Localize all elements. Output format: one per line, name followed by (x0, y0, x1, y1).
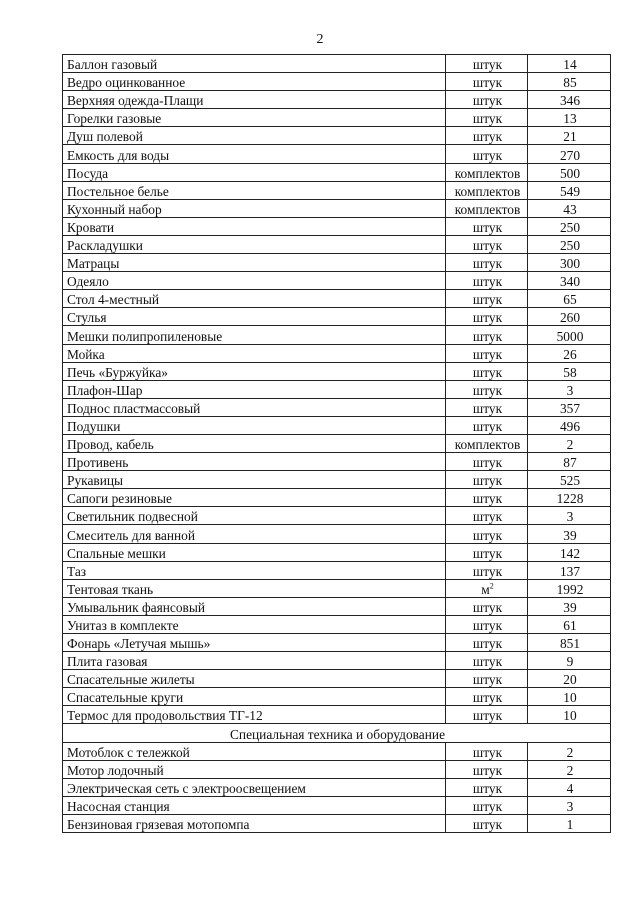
unit-cell: штук (446, 453, 528, 471)
unit-cell: штук (446, 561, 528, 579)
item-name-cell: Фонарь «Летучая мышь» (63, 634, 446, 652)
quantity-cell: 85 (528, 73, 611, 91)
item-name-cell: Поднос пластмассовый (63, 398, 446, 416)
unit-cell: штук (446, 308, 528, 326)
unit-cell: штук (446, 489, 528, 507)
table-row (63, 91, 611, 109)
quantity-cell: 26 (528, 344, 611, 362)
unit-cell: штук (446, 254, 528, 272)
unit-cell: штук (446, 742, 528, 760)
unit-cell: штук (446, 543, 528, 561)
item-name-cell: Мотор лодочный (63, 760, 446, 778)
unit-cell: штук (446, 670, 528, 688)
item-name-cell: Постельное белье (63, 181, 446, 199)
item-name-cell: Кровати (63, 217, 446, 235)
table-row (63, 254, 611, 272)
quantity-cell: 61 (528, 615, 611, 633)
table-row (63, 778, 611, 796)
table-row (63, 217, 611, 235)
unit-cell: штук (446, 326, 528, 344)
unit-cell: штук (446, 760, 528, 778)
table-row (63, 543, 611, 561)
section-title: Специальная техника и оборудование (63, 724, 611, 742)
unit-cell: штук (446, 814, 528, 832)
unit-cell: комплектов (446, 199, 528, 217)
item-name-cell: Спасательные жилеты (63, 670, 446, 688)
item-name-cell: Посуда (63, 163, 446, 181)
unit-exponent: 2 (489, 581, 494, 591)
table-row (63, 688, 611, 706)
unit-cell: штук (446, 73, 528, 91)
item-name-cell: Светильник подвесной (63, 507, 446, 525)
quantity-cell: 500 (528, 163, 611, 181)
item-name-cell: Горелки газовые (63, 109, 446, 127)
table-row (63, 272, 611, 290)
unit-cell: штук (446, 127, 528, 145)
inventory-table-body (63, 55, 611, 833)
item-name-cell: Ведро оцинкованное (63, 73, 446, 91)
quantity-cell: 20 (528, 670, 611, 688)
unit-cell: штук (446, 688, 528, 706)
quantity-cell: 39 (528, 525, 611, 543)
unit-cell: штук (446, 290, 528, 308)
table-row (63, 181, 611, 199)
table-row (63, 471, 611, 489)
item-name-cell: Плафон-Шар (63, 380, 446, 398)
table-row (63, 362, 611, 380)
unit-cell: штук (446, 109, 528, 127)
item-name-cell: Умывальник фаянсовый (63, 597, 446, 615)
section-header-row (63, 724, 611, 742)
item-name-cell: Подушки (63, 416, 446, 434)
quantity-cell: 357 (528, 398, 611, 416)
item-name-cell: Стулья (63, 308, 446, 326)
item-name-cell: Плита газовая (63, 652, 446, 670)
table-row (63, 579, 611, 597)
unit-cell: штук (446, 597, 528, 615)
table-row (63, 742, 611, 760)
quantity-cell: 346 (528, 91, 611, 109)
quantity-cell: 13 (528, 109, 611, 127)
item-name-cell: Сапоги резиновые (63, 489, 446, 507)
unit-cell: штук (446, 344, 528, 362)
item-name-cell: Таз (63, 561, 446, 579)
table-row (63, 760, 611, 778)
unit-cell: штук (446, 471, 528, 489)
unit-cell: штук (446, 235, 528, 253)
quantity-cell: 43 (528, 199, 611, 217)
unit-cell: штук (446, 91, 528, 109)
table-row (63, 652, 611, 670)
quantity-cell: 1 (528, 814, 611, 832)
table-row (63, 615, 611, 633)
table-row (63, 706, 611, 724)
quantity-cell: 549 (528, 181, 611, 199)
table-row (63, 434, 611, 452)
quantity-cell: 65 (528, 290, 611, 308)
unit-cell: штук (446, 615, 528, 633)
item-name-cell: Термос для продовольствия ТГ-12 (63, 706, 446, 724)
unit-cell: штук (446, 507, 528, 525)
quantity-cell: 10 (528, 706, 611, 724)
item-name-cell: Спальные мешки (63, 543, 446, 561)
table-row (63, 326, 611, 344)
table-row (63, 55, 611, 73)
quantity-cell: 87 (528, 453, 611, 471)
item-name-cell: Противень (63, 453, 446, 471)
unit-cell: штук (446, 706, 528, 724)
item-name-cell: Мойка (63, 344, 446, 362)
quantity-cell: 1228 (528, 489, 611, 507)
quantity-cell: 39 (528, 597, 611, 615)
unit-cell: штук (446, 652, 528, 670)
quantity-cell: 1992 (528, 579, 611, 597)
table-row (63, 453, 611, 471)
item-name-cell: Стол 4-местный (63, 290, 446, 308)
item-name-cell: Тентовая ткань (63, 579, 446, 597)
item-name-cell: Электрическая сеть с электроосвещением (63, 778, 446, 796)
quantity-cell: 137 (528, 561, 611, 579)
item-name-cell: Раскладушки (63, 235, 446, 253)
quantity-cell: 2 (528, 742, 611, 760)
unit-cell: штук (446, 778, 528, 796)
item-name-cell: Насосная станция (63, 796, 446, 814)
table-row (63, 109, 611, 127)
table-row (63, 597, 611, 615)
quantity-cell: 2 (528, 760, 611, 778)
table-row (63, 344, 611, 362)
quantity-cell: 3 (528, 380, 611, 398)
quantity-cell: 14 (528, 55, 611, 73)
quantity-cell: 270 (528, 145, 611, 163)
item-name-cell: Мешки полипропиленовые (63, 326, 446, 344)
quantity-cell: 58 (528, 362, 611, 380)
item-name-cell: Унитаз в комплекте (63, 615, 446, 633)
table-row (63, 380, 611, 398)
unit-cell: комплектов (446, 181, 528, 199)
table-row (63, 634, 611, 652)
quantity-cell: 300 (528, 254, 611, 272)
quantity-cell: 3 (528, 796, 611, 814)
item-name-cell: Провод, кабель (63, 434, 446, 452)
unit-cell: штук (446, 145, 528, 163)
item-name-cell: Спасательные круги (63, 688, 446, 706)
item-name-cell: Кухонный набор (63, 199, 446, 217)
page-number: 2 (316, 32, 324, 47)
unit-cell: штук (446, 55, 528, 73)
unit-text: м (481, 581, 490, 597)
unit-cell: комплектов (446, 163, 528, 181)
unit-cell: штук (446, 634, 528, 652)
quantity-cell: 142 (528, 543, 611, 561)
table-row (63, 73, 611, 91)
unit-cell: комплектов (446, 434, 528, 452)
item-name-cell: Баллон газовый (63, 55, 446, 73)
table-row (63, 814, 611, 832)
quantity-cell: 250 (528, 235, 611, 253)
table-row (63, 290, 611, 308)
unit-cell: штук (446, 380, 528, 398)
unit-cell: штук (446, 398, 528, 416)
unit-cell (446, 579, 528, 597)
quantity-cell: 9 (528, 652, 611, 670)
table-row (63, 489, 611, 507)
item-name-cell: Душ полевой (63, 127, 446, 145)
item-name-cell: Смеситель для ванной (63, 525, 446, 543)
table-row (63, 561, 611, 579)
table-row (63, 235, 611, 253)
unit-cell: штук (446, 272, 528, 290)
table-row (63, 525, 611, 543)
quantity-cell: 2 (528, 434, 611, 452)
table-row (63, 507, 611, 525)
item-name-cell: Емкость для воды (63, 145, 446, 163)
item-name-cell: Мотоблок с тележкой (63, 742, 446, 760)
quantity-cell: 260 (528, 308, 611, 326)
unit-cell: штук (446, 416, 528, 434)
table-row (63, 163, 611, 181)
item-name-cell: Бензиновая грязевая мотопомпа (63, 814, 446, 832)
table-row (63, 670, 611, 688)
quantity-cell: 4 (528, 778, 611, 796)
unit-cell: штук (446, 217, 528, 235)
item-name-cell: Печь «Буржуйка» (63, 362, 446, 380)
item-name-cell: Матрацы (63, 254, 446, 272)
table-row (63, 145, 611, 163)
item-name-cell: Одеяло (63, 272, 446, 290)
quantity-cell: 851 (528, 634, 611, 652)
table-row (63, 308, 611, 326)
quantity-cell: 21 (528, 127, 611, 145)
quantity-cell: 250 (528, 217, 611, 235)
quantity-cell: 10 (528, 688, 611, 706)
quantity-cell: 525 (528, 471, 611, 489)
item-name-cell: Верхняя одежда-Плащи (63, 91, 446, 109)
quantity-cell: 496 (528, 416, 611, 434)
inventory-table (62, 54, 611, 833)
table-row (63, 127, 611, 145)
table-row (63, 199, 611, 217)
table-row (63, 796, 611, 814)
unit-cell: штук (446, 525, 528, 543)
table-row (63, 398, 611, 416)
unit-cell: штук (446, 796, 528, 814)
quantity-cell: 5000 (528, 326, 611, 344)
quantity-cell: 3 (528, 507, 611, 525)
item-name-cell: Рукавицы (63, 471, 446, 489)
quantity-cell: 340 (528, 272, 611, 290)
table-row (63, 416, 611, 434)
unit-cell: штук (446, 362, 528, 380)
